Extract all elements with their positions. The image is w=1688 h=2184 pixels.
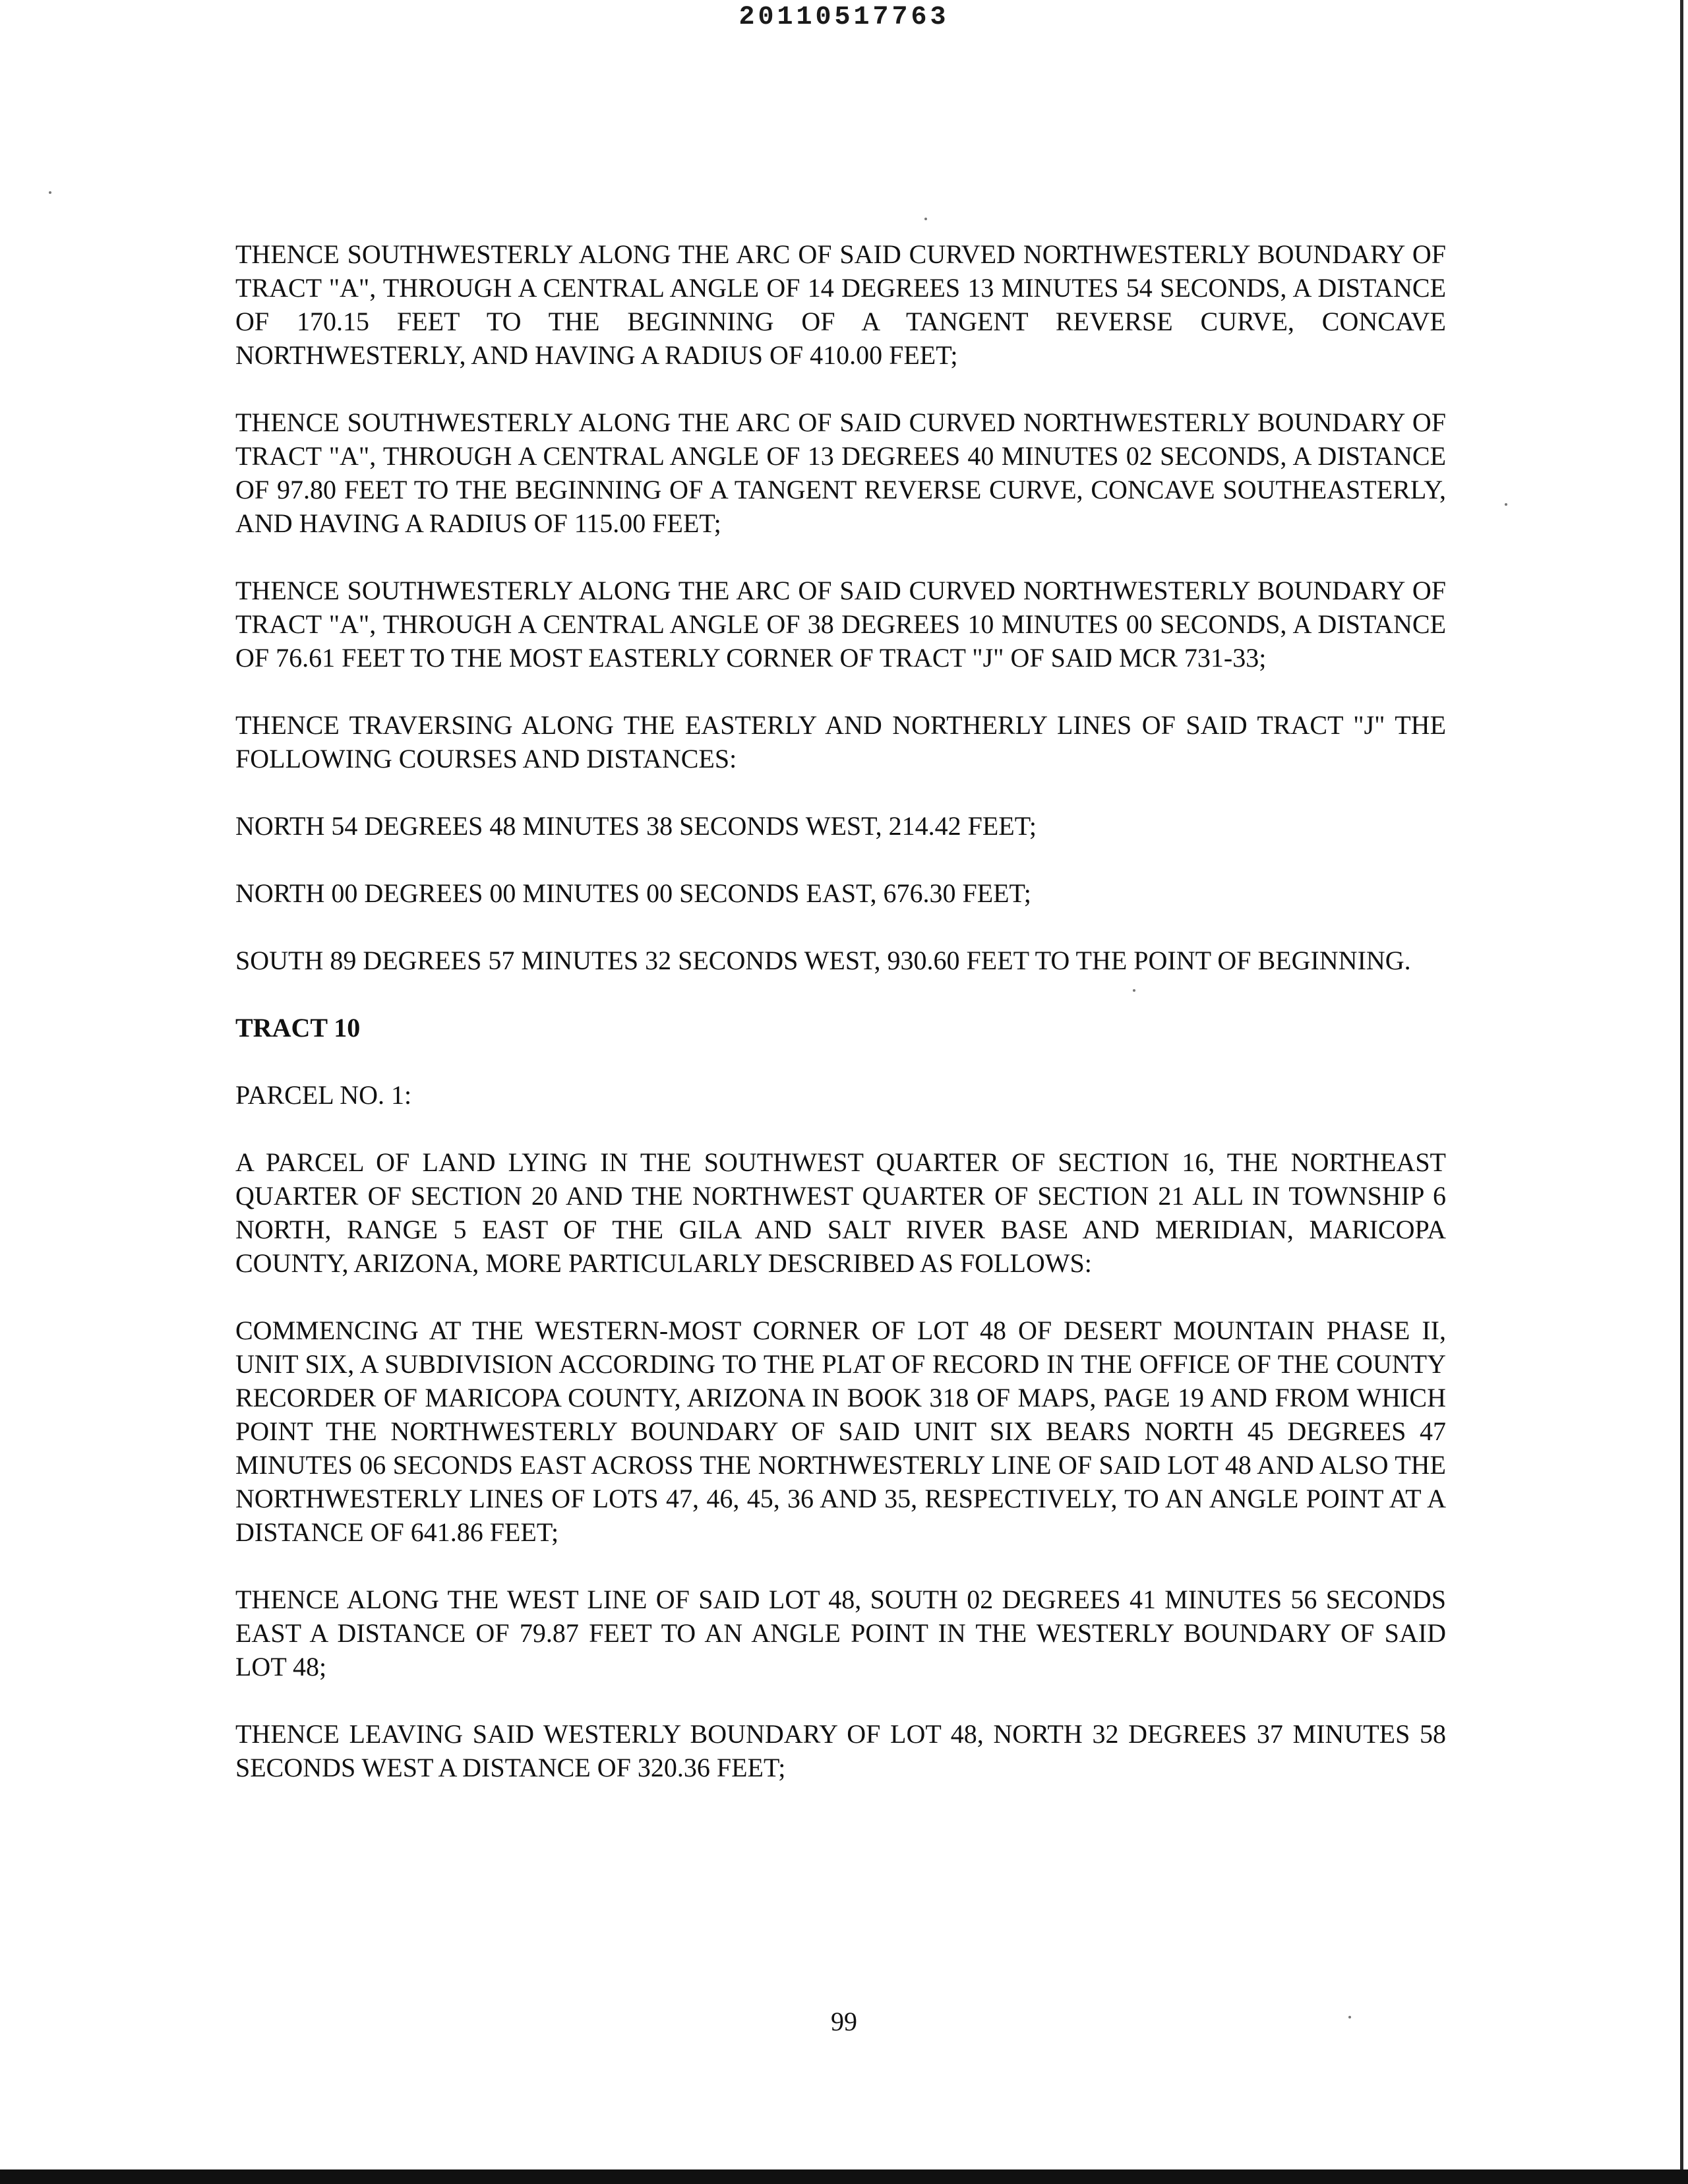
course-line: NORTH 00 DEGREES 00 MINUTES 00 SECONDS EAST, 676.30 FEET; [235,878,1031,908]
legal-paragraph: THENCE SOUTHWESTERLY ALONG THE ARC OF SAID CURVED NORTHWESTERLY BOUNDARY OF TRACT "A", THROUGH A CENTRAL ANGLE OF 38 DEGREES 10 MINUTES 00 SECONDS, A DISTANCE OF 76.61 FEET TO THE MOST EASTERLY CORNER OF TRACT "J" OF SAID MCR 731-33; [235,576,1446,673]
scan-speck [1505,503,1507,506]
parcel-label: PARCEL NO. 1: [235,1080,412,1110]
parcel-paragraph: COMMENCING AT THE WESTERN-MOST CORNER OF LOT 48 OF DESERT MOUNTAIN PHASE II, UNIT SIX, A SUBDIVISION ACCORDING TO THE PLAT OF RECORD IN THE OFFICE OF THE COUNTY RECORDER OF MARICOPA COUNTY, ARIZONA IN BOOK 318 OF MAPS, PAGE 19 AND FROM WHICH POINT THE NORTHWESTERLY BOUNDARY OF SAID UNIT SIX BEARS NORTH 45 DEGREES 47 MINUTES 06 SECONDS EAST ACROSS THE NORTHWESTERLY LINE OF SAID LOT 48 AND ALSO THE NORTHWESTERLY LINES OF LOTS 47, 46, 45, 36 AND 35, RESPECTIVELY, TO AN ANGLE POINT AT A DISTANCE OF 641.86 FEET; [235,1316,1446,1547]
document-number: 20110517763 [738,3,950,32]
legal-paragraph: THENCE TRAVERSING ALONG THE EASTERLY AND NORTHERLY LINES OF SAID TRACT "J" THE FOLLOWING COURSES AND DISTANCES: [235,710,1446,774]
scan-speck [1133,989,1135,992]
parcel-paragraph: THENCE ALONG THE WEST LINE OF SAID LOT 48, SOUTH 02 DEGREES 41 MINUTES 56 SECONDS EAST A DISTANCE OF 79.87 FEET TO AN ANGLE POINT IN THE WESTERLY BOUNDARY OF SAID LOT 48; [235,1585,1446,1682]
parcel-paragraph: THENCE LEAVING SAID WESTERLY BOUNDARY OF LOT 48, NORTH 32 DEGREES 37 MINUTES 58 SECONDS WEST A DISTANCE OF 320.36 FEET; [235,1719,1446,1782]
parcel-paragraph: A PARCEL OF LAND LYING IN THE SOUTHWEST QUARTER OF SECTION 16, THE NORTHEAST QUARTER OF SECTION 20 AND THE NORTHWEST QUARTER OF SECTION 21 ALL IN TOWNSHIP 6 NORTH, RANGE 5 EAST OF THE GILA AND SALT RIVER BASE AND MERIDIAN, MARICOPA COUNTY, ARIZONA, MORE PARTICULARLY DESCRIBED AS FOLLOWS: [235,1147,1446,1278]
legal-paragraph: THENCE SOUTHWESTERLY ALONG THE ARC OF SAID CURVED NORTHWESTERLY BOUNDARY OF TRACT "A", THROUGH A CENTRAL ANGLE OF 14 DEGREES 13 MINUTES 54 SECONDS, A DISTANCE OF 170.15 FEET TO THE BEGINNING OF A TANGENT REVERSE CURVE, CONCAVE NORTHWESTERLY, AND HAVING A RADIUS OF 410.00 FEET; [235,239,1446,370]
scan-speck [1348,2016,1351,2018]
page-content [235,237,1446,1818]
scan-speck [924,218,927,220]
scan-speck [49,191,51,194]
tract-heading: TRACT 10 [235,1013,361,1043]
scan-edge-bottom [0,2169,1688,2184]
page-number: 99 [831,2007,857,2036]
course-line: NORTH 54 DEGREES 48 MINUTES 38 SECONDS WEST, 214.42 FEET; [235,811,1037,841]
scan-edge-right [1680,0,1683,2169]
course-line: SOUTH 89 DEGREES 57 MINUTES 32 SECONDS WEST, 930.60 FEET TO THE POINT OF BEGINNING. [235,946,1411,975]
legal-paragraph: THENCE SOUTHWESTERLY ALONG THE ARC OF SAID CURVED NORTHWESTERLY BOUNDARY OF TRACT "A", THROUGH A CENTRAL ANGLE OF 13 DEGREES 40 MINUTES 02 SECONDS, A DISTANCE OF 97.80 FEET TO THE BEGINNING OF A TANGENT REVERSE CURVE, CONCAVE SOUTHEASTERLY, AND HAVING A RADIUS OF 115.00 FEET; [235,408,1446,538]
